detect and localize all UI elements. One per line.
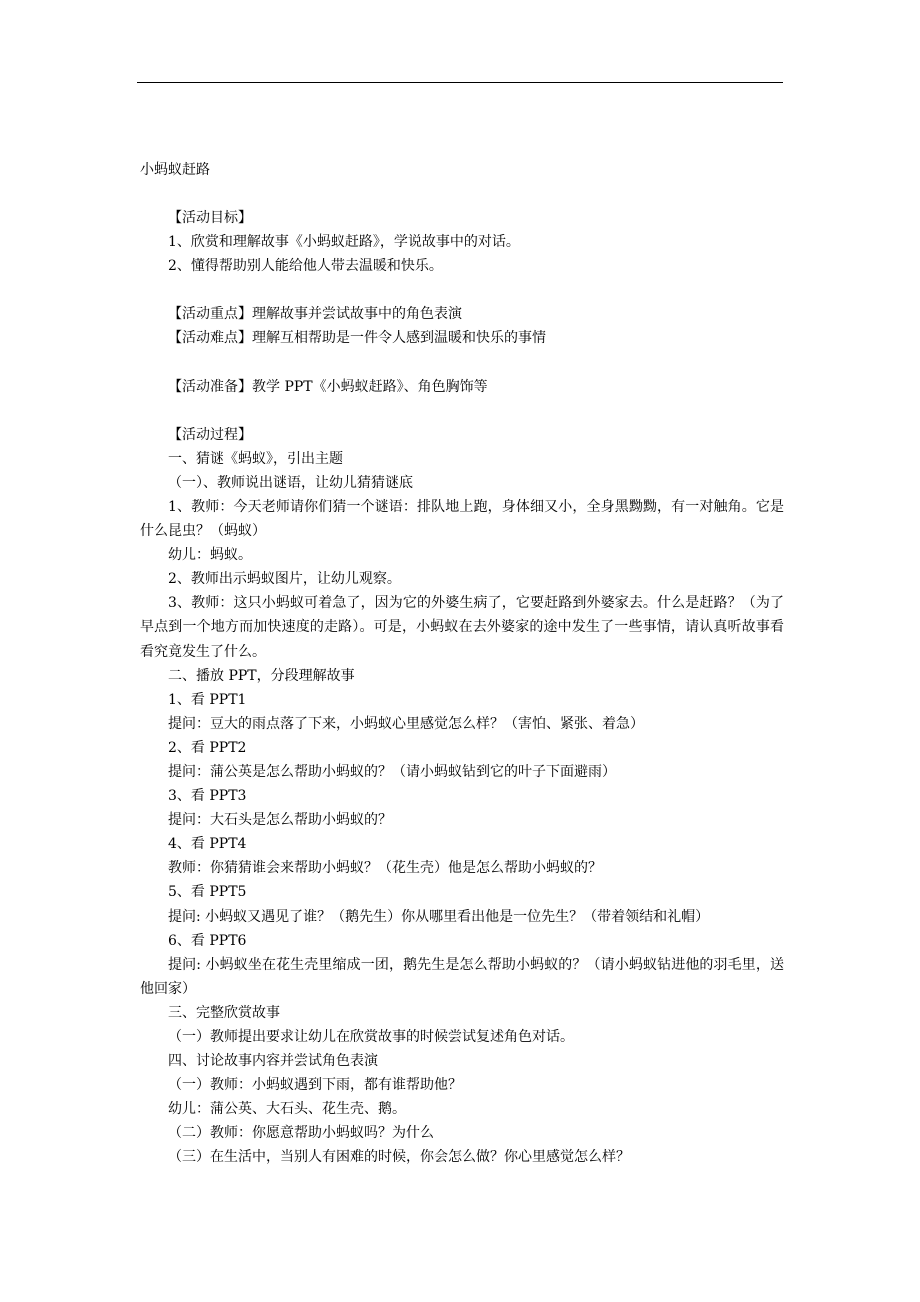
process-paragraph: 5、看 PPT5 [168, 884, 247, 901]
process-paragraph: 1、看 PPT1 [168, 691, 247, 708]
document-body [140, 158, 784, 1170]
process-paragraph: 2、看 PPT2 [168, 739, 247, 756]
process-paragraph: 3、看 PPT3 [168, 788, 247, 805]
process-paragraph: 6、看 PPT6 [168, 932, 247, 949]
spacer [140, 278, 784, 302]
process-paragraph: 2、教师出示蚂蚁图片，让幼儿观察。 [168, 571, 401, 588]
process-paragraph: （一）教师：小蚂蚁遇到下雨，都有谁帮助他？ [168, 1077, 462, 1094]
process-paragraph: 三、完整欣赏故事 [168, 1004, 280, 1021]
process-paragraph: 提问：豆大的雨点落了下来，小蚂蚁心里感觉怎么样？（害怕、紧张、着急） [168, 715, 644, 732]
header-rule [137, 82, 783, 83]
document-title: 小蚂蚁赶路 [140, 162, 210, 178]
process-paragraph: 幼儿：蒲公英、大石头、花生壳、鹅。 [168, 1101, 406, 1118]
process-paragraph: 1、教师：今天老师请你们猜一个谜语：排队地上跑，身体细又小，全身黑黝黝，有一对触角。它是什么昆虫？（蚂蚁） [140, 498, 784, 540]
process-heading: 【活动过程】 [168, 426, 252, 443]
process-paragraph: 提问: 小蚂蚁又遇见了谁？（鹅先生）你从哪里看出他是一位先生？（带着领结和礼帽） [168, 908, 710, 925]
process-paragraph: 4、看 PPT4 [168, 836, 247, 853]
process-paragraph: 3、教师：这只小蚂蚁可着急了，因为它的外婆生病了，它要赶路到外婆家去。什么是赶路？（为了早点到一个地方而加快速度的走路）。可是，小蚂蚁在去外婆家的途中发生了一些事情，请认真听故事看看究竟发生了什么。 [140, 595, 784, 660]
goals-heading: 【活动目标】 [168, 210, 252, 227]
process-paragraph: 四、讨论故事内容并尝试角色表演 [168, 1053, 378, 1070]
process-paragraph: 提问: 小蚂蚁坐在花生壳里缩成一团，鹅先生是怎么帮助小蚂蚁的？（请小蚂蚁钻进他的羽毛里，送他回家） [140, 956, 784, 997]
goal-item: 1、欣赏和理解故事《小蚂蚁赶路》，学说故事中的对话。 [168, 234, 520, 251]
process-paragraph: 提问：蒲公英是怎么帮助小蚂蚁的？（请小蚂蚁钻到它的叶子下面避雨） [168, 763, 616, 780]
process-paragraph: （一）教师提出要求让幼儿在欣赏故事的时候尝试复述角色对话。 [168, 1029, 574, 1045]
difficult-point: 【活动难点】理解互相帮助是一件令人感到温暖和快乐的事情 [168, 330, 546, 347]
process-paragraph: 提问：大石头是怎么帮助小蚂蚁的？ [168, 812, 392, 829]
spacer [140, 182, 784, 206]
process-paragraph: 教师：你猜猜谁会来帮助小蚂蚁？（花生壳）他是怎么帮助小蚂蚁的？ [168, 860, 602, 877]
process-paragraph: 幼儿：蚂蚁。 [168, 547, 252, 564]
process-paragraph: 二、播放 PPT，分段理解故事 [168, 667, 355, 684]
process-paragraph: （三）在生活中，当别人有困难的时候，你会怎么做？你心里感觉怎么样？ [168, 1149, 630, 1166]
key-point: 【活动重点】理解故事并尝试故事中的角色表演 [168, 306, 462, 323]
process-paragraph: （一）、教师说出谜语，让幼儿猜猜谜底 [168, 474, 413, 491]
goal-item: 2、懂得帮助别人能给他人带去温暖和快乐。 [168, 258, 443, 275]
preparation: 【活动准备】教学 PPT《小蚂蚁赶路》、角色胸饰等 [168, 378, 488, 395]
process-list [140, 447, 784, 1170]
process-paragraph: 一、猜谜《蚂蚁》，引出主题 [168, 450, 343, 467]
spacer [140, 351, 784, 375]
process-paragraph: （二）教师：你愿意帮助小蚂蚁吗？为什么 [168, 1125, 434, 1142]
spacer [140, 399, 784, 423]
